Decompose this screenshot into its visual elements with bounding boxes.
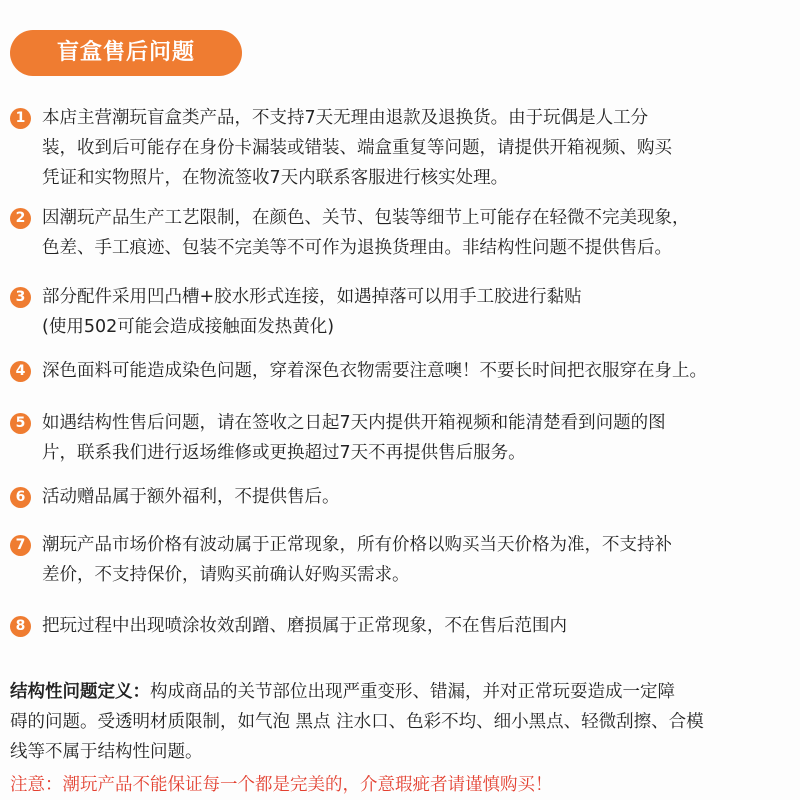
number-1-icon: 1 <box>10 108 31 129</box>
item-text: 活动赠品属于额外福利，不提供售后。 <box>42 487 340 507</box>
list-item <box>10 356 800 386</box>
item-text: 本店主营潮玩盲盒类产品，不支持7天无理由退款及退换货。由于玩偶是人工分 装，收到后可能存在身份卡漏装或错装、端盒重复等问题，请提供开箱视频、购买 凭证和实物照片，在物流签收7天内联系客服进行核实处理。 <box>42 108 672 188</box>
number-4-icon: 4 <box>10 361 31 382</box>
item-text: 因潮玩产品生产工艺限制，在颜色、关节、包装等细节上可能存在轻微不完美现象， 色差、手工痕迹、包装不完美等不可作为退换货理由。非结构性问题不提供售后。 <box>42 208 690 258</box>
page-title: 盲盒售后问题 <box>10 30 242 76</box>
number-2-icon: 2 <box>10 208 31 229</box>
definition-label: 结构性问题定义： <box>10 682 150 702</box>
number-3-icon: 3 <box>10 287 31 308</box>
list-item <box>10 203 800 263</box>
notice-text: 注意：潮玩产品不能保证每一个都是完美的，介意瑕疵者请谨慎购买！ <box>10 775 553 795</box>
list-item <box>10 282 800 342</box>
list-item <box>10 103 800 193</box>
item-text: 深色面料可能造成染色问题，穿着深色衣物需要注意噢！不要长时间把衣服穿在身上。 <box>42 361 707 381</box>
list-item <box>10 611 800 641</box>
number-5-icon: 5 <box>10 413 31 434</box>
definition-text: 构成商品的关节部位出现严重变形、错漏，并对正常玩耍造成一定障 碍的问题。受透明材质限制，如气泡 黑点 注水口、色彩不均、细小黑点、轻微刮擦、合模 线等不属于结构性问题。 <box>10 682 704 762</box>
number-6-icon: 6 <box>10 487 31 508</box>
number-8-icon: 8 <box>10 616 31 637</box>
list-item <box>10 530 800 590</box>
item-text: 部分配件采用凹凸槽+胶水形式连接，如遇掉落可以用手工胶进行黏贴 (使用502可能会造成接触面发热黄化) <box>42 287 582 337</box>
structural-issue-definition <box>10 677 795 767</box>
list-item <box>10 482 800 512</box>
number-7-icon: 7 <box>10 535 31 556</box>
item-text: 如遇结构性售后问题，请在签收之日起7天内提供开箱视频和能清楚看到问题的图 片，联系我们进行返场维修或更换超过7天不再提供售后服务。 <box>42 413 666 463</box>
item-text: 把玩过程中出现喷涂妆效刮蹭、磨损属于正常现象，不在售后范围内 <box>42 616 567 636</box>
list-item <box>10 408 800 468</box>
item-text: 潮玩产品市场价格有波动属于正常现象，所有价格以购买当天价格为准，不支持补 差价，不支持保价，请购买前确认好购买需求。 <box>42 535 672 585</box>
